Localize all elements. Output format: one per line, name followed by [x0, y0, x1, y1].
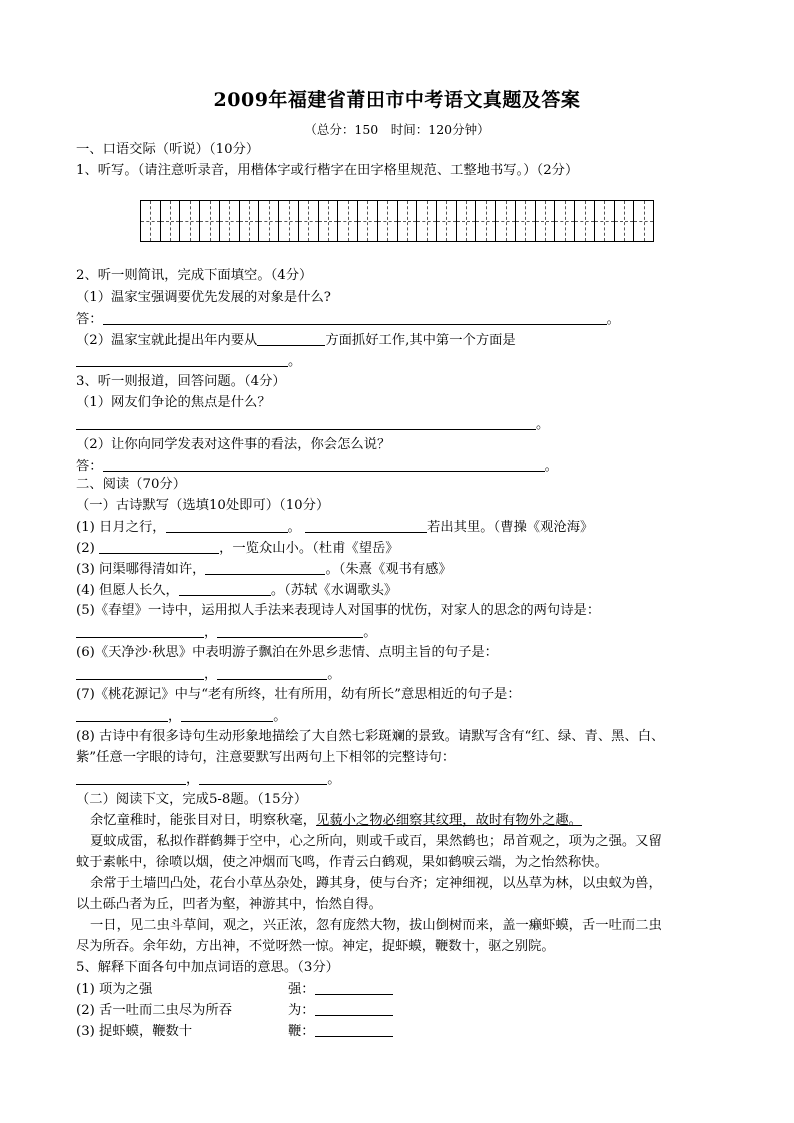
question-3-2: （2）让你向同学发表对这件事的看法，你会怎么说？ — [76, 437, 391, 452]
answer-blank[interactable] — [181, 708, 273, 722]
grid-cell[interactable] — [161, 201, 181, 241]
poem-line-6: (6)《天净沙·秋思》中表明游子飘泊在外思乡悲情、点明主旨的句子是： — [76, 645, 498, 660]
answer-blank[interactable] — [205, 561, 325, 575]
question-3: 3、听一则报道，回答问题。（4分） — [76, 374, 286, 389]
question-5: 5、解释下面各句中加点词语的意思。（3分） — [76, 960, 339, 975]
answer-blank[interactable] — [305, 519, 427, 533]
grid-cell[interactable] — [279, 201, 299, 241]
question-5-3: (3) 捉虾蟆，鞭数十 鞭： — [76, 1023, 393, 1040]
answer-line: 。 — [76, 416, 549, 433]
passage-paragraph-3a: 余常于土墙凹凸处，花台小草丛杂处，蹲其身，使与台齐；定神细视，以丛草为林，以虫蚁为兽， — [90, 876, 662, 891]
answer-blank[interactable] — [103, 458, 545, 472]
grid-cell[interactable] — [595, 201, 615, 241]
grid-cell[interactable] — [516, 201, 536, 241]
passage-paragraph-4a: 一日，见二虫斗草间，观之，兴正浓，忽有庞然大物，拔山倒树而来，盖一癞虾蟆，舌一吐而二虫 — [90, 918, 662, 933]
passage-paragraph-4b: 尽为所吞。余年幼，方出神，不觉呀然一惊。神定，捉虾蟆，鞭数十，驱之别院。 — [76, 939, 555, 954]
section-2-heading: 二、阅读（70分） — [76, 477, 186, 492]
answer-blank[interactable] — [217, 624, 363, 638]
underlined-sentence: 见藐小之物必细察其纹理，故时有物外之趣。 — [316, 813, 582, 828]
grid-cell[interactable] — [615, 201, 635, 241]
question-5-1: (1) 项为之强 强： — [76, 981, 393, 998]
answer-blank[interactable] — [76, 771, 186, 785]
grid-cell[interactable] — [437, 201, 457, 241]
answer-blank[interactable] — [179, 582, 271, 596]
question-3-1: （1）网友们争论的焦点是什么？ — [76, 395, 271, 410]
grid-cell[interactable] — [180, 201, 200, 241]
grid-cell[interactable] — [319, 201, 339, 241]
answer-line: ， 。 — [76, 666, 341, 683]
answer-blank[interactable] — [99, 540, 219, 554]
section-1-heading: 一、口语交际（听说）（10分） — [76, 142, 260, 157]
answer-line: ， 。 — [76, 624, 377, 641]
grid-cell[interactable] — [575, 201, 595, 241]
answer-line: 。 — [76, 353, 301, 370]
answer-line: ， 。 — [76, 771, 341, 788]
poem-line-1: (1) 日月之行， 。 若出其里。（曹操《观沧海》 — [76, 520, 594, 535]
grid-cell[interactable] — [476, 201, 496, 241]
answer-blank[interactable] — [199, 771, 327, 785]
grid-cell[interactable] — [536, 201, 556, 241]
answer-blank[interactable] — [103, 311, 607, 325]
answer-blank[interactable] — [166, 519, 288, 533]
part-2-heading: （二）阅读下文，完成5-8题。（15分） — [76, 792, 308, 807]
passage-paragraph-1: 余忆童稚时，能张目对日，明察秋毫，见藐小之物必细察其纹理，故时有物外之趣。 — [90, 813, 582, 828]
grid-cell[interactable] — [299, 201, 319, 241]
grid-cell[interactable] — [457, 201, 477, 241]
answer-label: 答： — [76, 312, 103, 327]
answer-blank[interactable] — [315, 1002, 393, 1016]
passage-paragraph-3b: 以土砾凸者为丘，凹者为壑，神游其中，怡然自得。 — [76, 897, 382, 912]
grid-cell[interactable] — [398, 201, 418, 241]
grid-cell[interactable] — [220, 201, 240, 241]
grid-cell[interactable] — [141, 201, 161, 241]
grid-cell[interactable] — [259, 201, 279, 241]
answer-blank[interactable] — [76, 708, 168, 722]
grid-cell[interactable] — [378, 201, 398, 241]
passage-paragraph-2a: 夏蚊成雷，私拟作群鹤舞于空中，心之所向，则或千或百，果然鹤也；昂首观之，项为之强。又留 — [90, 834, 662, 849]
answer-line: ， 。 — [76, 708, 287, 725]
answer-blank[interactable] — [315, 1023, 393, 1037]
answer-line: 答： 。 — [76, 312, 620, 327]
page-title: 2009年福建省莆田市中考语文真题及答案 — [213, 89, 581, 111]
answer-blank[interactable] — [257, 332, 325, 346]
poem-line-4: (4) 但愿人长久， 。（苏轼《水调歌头》 — [76, 583, 398, 598]
answer-blank[interactable] — [76, 416, 536, 430]
poem-line-5: (5)《春望》一诗中，运用拟人手法来表现诗人对国事的忧伤，对家人的思念的两句诗是： — [76, 603, 601, 618]
answer-blank[interactable] — [76, 624, 204, 638]
grid-cell[interactable] — [417, 201, 437, 241]
poem-line-8b: 紫”任意一字眼的诗句，注意要默写出两句上下相邻的完整诗句： — [76, 750, 456, 765]
poem-line-2: (2) ，一览众山小。（杜甫《望岳》 — [76, 541, 399, 556]
answer-blank[interactable] — [217, 666, 327, 680]
grid-cell[interactable] — [634, 201, 653, 241]
passage-paragraph-2b: 蚊于素帐中，徐喷以烟，使之冲烟而飞鸣，作青云白鹤观，果如鹤唳云端，为之怡然称快。 — [76, 855, 608, 870]
grid-cell[interactable] — [358, 201, 378, 241]
question-2: 2、听一则简讯，完成下面填空。（4分） — [76, 268, 313, 283]
poem-line-7: (7)《桃花源记》中与“老有所终，壮有所用，幼有所长”意思相近的句子是： — [76, 687, 521, 702]
question-2-2: （2）温家宝就此提出年内要从 方面抓好工作,其中第一个方面是 — [76, 333, 516, 348]
grid-cell[interactable] — [240, 201, 260, 241]
grid-cell[interactable] — [200, 201, 220, 241]
grid-cell[interactable] — [338, 201, 358, 241]
answer-blank[interactable] — [76, 666, 204, 680]
part-1-heading: （一）古诗默写（选填10处即可）（10分） — [76, 498, 330, 513]
tian-zi-ge-grid[interactable] — [140, 200, 654, 242]
poem-line-3: (3) 问渠哪得清如许， 。（朱熹《观书有感》 — [76, 562, 452, 577]
question-1: 1、听写。（请注意听录音，用楷体字或行楷字在田字格里规范、工整地书写。）（2分） — [76, 163, 579, 178]
answer-blank[interactable] — [76, 353, 288, 367]
grid-cell[interactable] — [496, 201, 516, 241]
poem-line-8a: (8) 古诗中有很多诗句生动形象地描绘了大自然七彩斑斓的景致。请默写含有“红、绿、青、黑、白、 — [76, 729, 665, 744]
page-subtitle: （总分：150 时间：120分钟） — [304, 122, 490, 137]
question-5-2: (2) 舌一吐而二虫尽为所吞 为： — [76, 1002, 393, 1019]
answer-line: 答： 。 — [76, 459, 558, 474]
answer-blank[interactable] — [315, 981, 393, 995]
grid-cell[interactable] — [555, 201, 575, 241]
question-2-1: （1）温家宝强调要优先发展的对象是什么? — [76, 290, 331, 305]
